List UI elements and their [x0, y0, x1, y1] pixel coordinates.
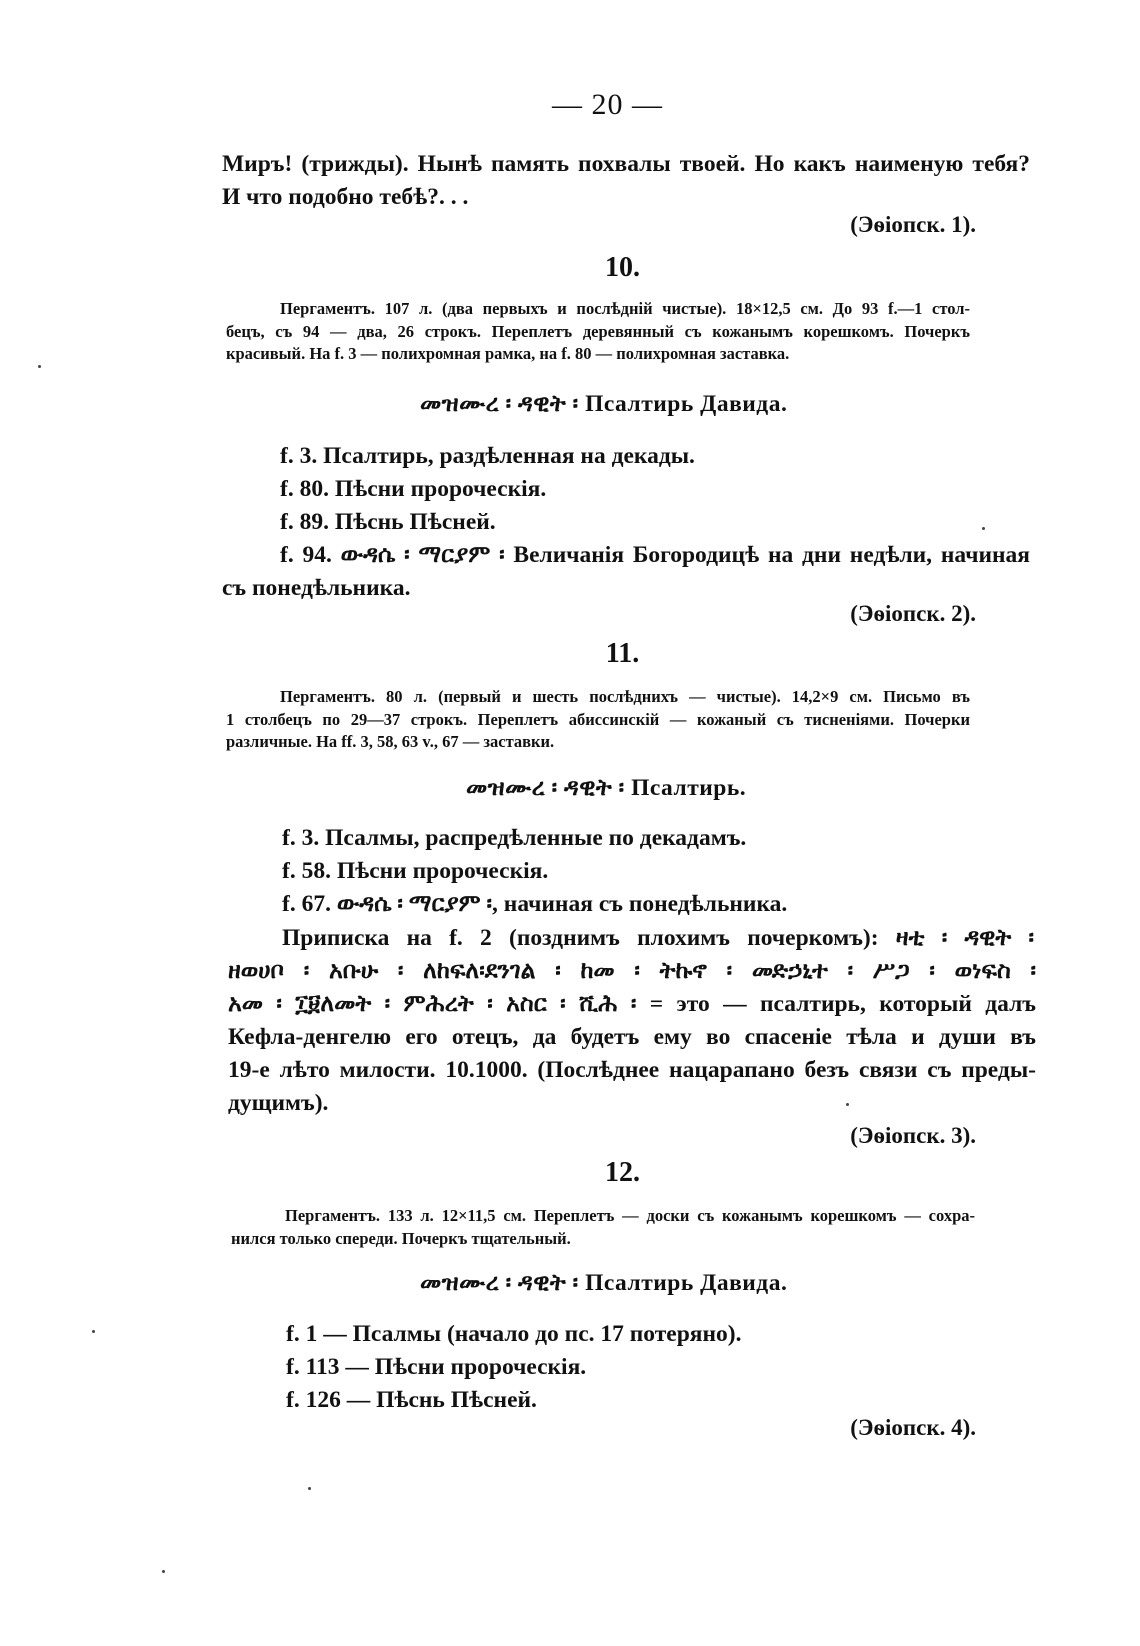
intro-paragraph — [222, 148, 1030, 214]
ethiopic-title: መዝሙረ ፡ ዳዊት ፡ — [466, 775, 625, 801]
text-line: дущимъ). — [228, 1090, 329, 1116]
description-line: Пергаментъ. 133 л. 12×11,5 см. Переплетъ — доски съ кожанымъ корешкомъ — сохра- — [285, 1206, 975, 1225]
description-line: нился только спереди. Почеркъ тщательный. — [231, 1228, 571, 1248]
description-line: красивый. На f. 3 — полихромная рамка, на f. 80 — полихромная заставка. — [226, 344, 790, 363]
entry-title — [466, 775, 746, 802]
text-line: Кефла-денгелю его отецъ, да будетъ ему во спасеніе тѣла и души въ — [228, 1024, 1036, 1050]
contents-list — [286, 1318, 741, 1417]
list-item-paragraph — [222, 539, 1030, 605]
scan-speck — [38, 365, 41, 368]
entry-description — [226, 686, 970, 754]
list-item: f. 3. Псалтирь, раздѣленная на декады. — [280, 443, 695, 469]
list-item: f. 113 — Пѣсни пророческія. — [286, 1354, 587, 1380]
text-line: съ понедѣльника. — [222, 575, 411, 601]
description-line: бецъ, съ 94 — два, 26 строкъ. Переплетъ деревянный съ кожанымъ корешкомъ. Почеркъ — [226, 321, 970, 341]
ethiopic-title: መዝሙረ ፡ ዳዊት ፡ — [420, 391, 579, 417]
description-line: Пергаментъ. 80 л. (первый и шесть послѣднихъ — чистые). 14,2×9 см. Письмо въ — [280, 687, 970, 706]
page-number: — 20 — — [552, 88, 663, 121]
list-item: f. 1 — Псалмы (начало до пс. 17 потеряно). — [286, 1321, 742, 1347]
list-item: f. 58. Пѣсни пророческія. — [282, 858, 549, 884]
description-line: 1 столбецъ по 29—37 строкъ. Переплетъ абиссинскій — кожаный съ тисненіями. Почерки — [226, 709, 970, 729]
scan-speck — [308, 1487, 311, 1490]
entry-title — [420, 391, 787, 418]
description-line: Пергаментъ. 107 л. (два первыхъ и послѣдній чистые). 18×12,5 см. До 93 f.—1 стол- — [280, 299, 970, 318]
scan-speck — [982, 527, 985, 530]
description-line: различные. На ff. 3, 58, 63 v., 67 — заставки. — [226, 732, 555, 751]
list-item: f. 80. Пѣсни пророческія. — [280, 476, 547, 502]
list-item: f. 126 — Пѣснь Пѣсней. — [286, 1387, 537, 1413]
contents-list — [280, 440, 695, 539]
catalog-reference: (Эѳіопск. 3). — [850, 1123, 976, 1148]
entry-number: 10. — [605, 252, 640, 283]
ethiopic-title: መዝሙረ ፡ ዳዊት ፡ — [420, 1270, 579, 1296]
scan-speck — [846, 1103, 849, 1106]
catalog-reference: (Эѳіопск. 4). — [850, 1415, 976, 1440]
entry-description — [226, 298, 970, 366]
entry-title — [420, 1270, 787, 1297]
list-item: f. 67. ውዳሴ ፡ ማርያም ፡, начиная съ понедѣльника. — [282, 891, 788, 917]
text-line: Миръ! (трижды). Нынѣ память похвалы твоей. Но какъ наименую тебя? — [222, 151, 1030, 177]
text-line: Приписка на f. 2 (позднимъ плохимъ почеркомъ): ዛቲ ፡ ዳዊት ፡ — [282, 925, 1034, 951]
scan-speck — [162, 1570, 165, 1573]
russian-title: Псалтирь Давида. — [585, 391, 788, 417]
entry-number: 11. — [605, 638, 640, 669]
text-line: 19-е лѣто милости. 10.1000. (Послѣднее нацарапано безъ связи съ преды- — [228, 1057, 1036, 1083]
catalog-reference: (Эѳіопск. 2). — [850, 601, 976, 626]
contents-list — [282, 822, 787, 921]
list-item: f. 89. Пѣснь Пѣсней. — [280, 509, 496, 535]
text-line: И что подобно тебѣ?. . . — [222, 184, 469, 210]
scan-speck — [92, 1330, 95, 1333]
catalog-reference: (Эѳіопск. 1). — [850, 212, 976, 237]
list-item: f. 3. Псалмы, распредѣленные по декадамъ. — [282, 825, 747, 851]
inscription-note — [228, 922, 1036, 1120]
text-line: f. 94. ውዳሴ ፡ ማርያም ፡ Величанія Богородицѣ на дни недѣли, начиная — [280, 542, 1030, 568]
text-line: አመ ፡ ፲፱ለመት ፡ ምሕረት ፡ አስር ፡ ሺሕ ፡ = это — псалтирь, который далъ — [228, 991, 1036, 1017]
text-line: ዘወሀቦ ፡ አቡሁ ፡ ለከፍለ፡ደንገል ፡ ከመ ፡ ትኩኖ ፡ መድኃኒተ ፡ ሥጋ ፡ ወነፍስ ፡ — [228, 958, 1036, 984]
russian-title: Псалтирь. — [631, 775, 747, 801]
entry-number: 12. — [605, 1157, 640, 1188]
entry-description — [231, 1205, 975, 1250]
russian-title: Псалтирь Давида. — [585, 1270, 788, 1296]
